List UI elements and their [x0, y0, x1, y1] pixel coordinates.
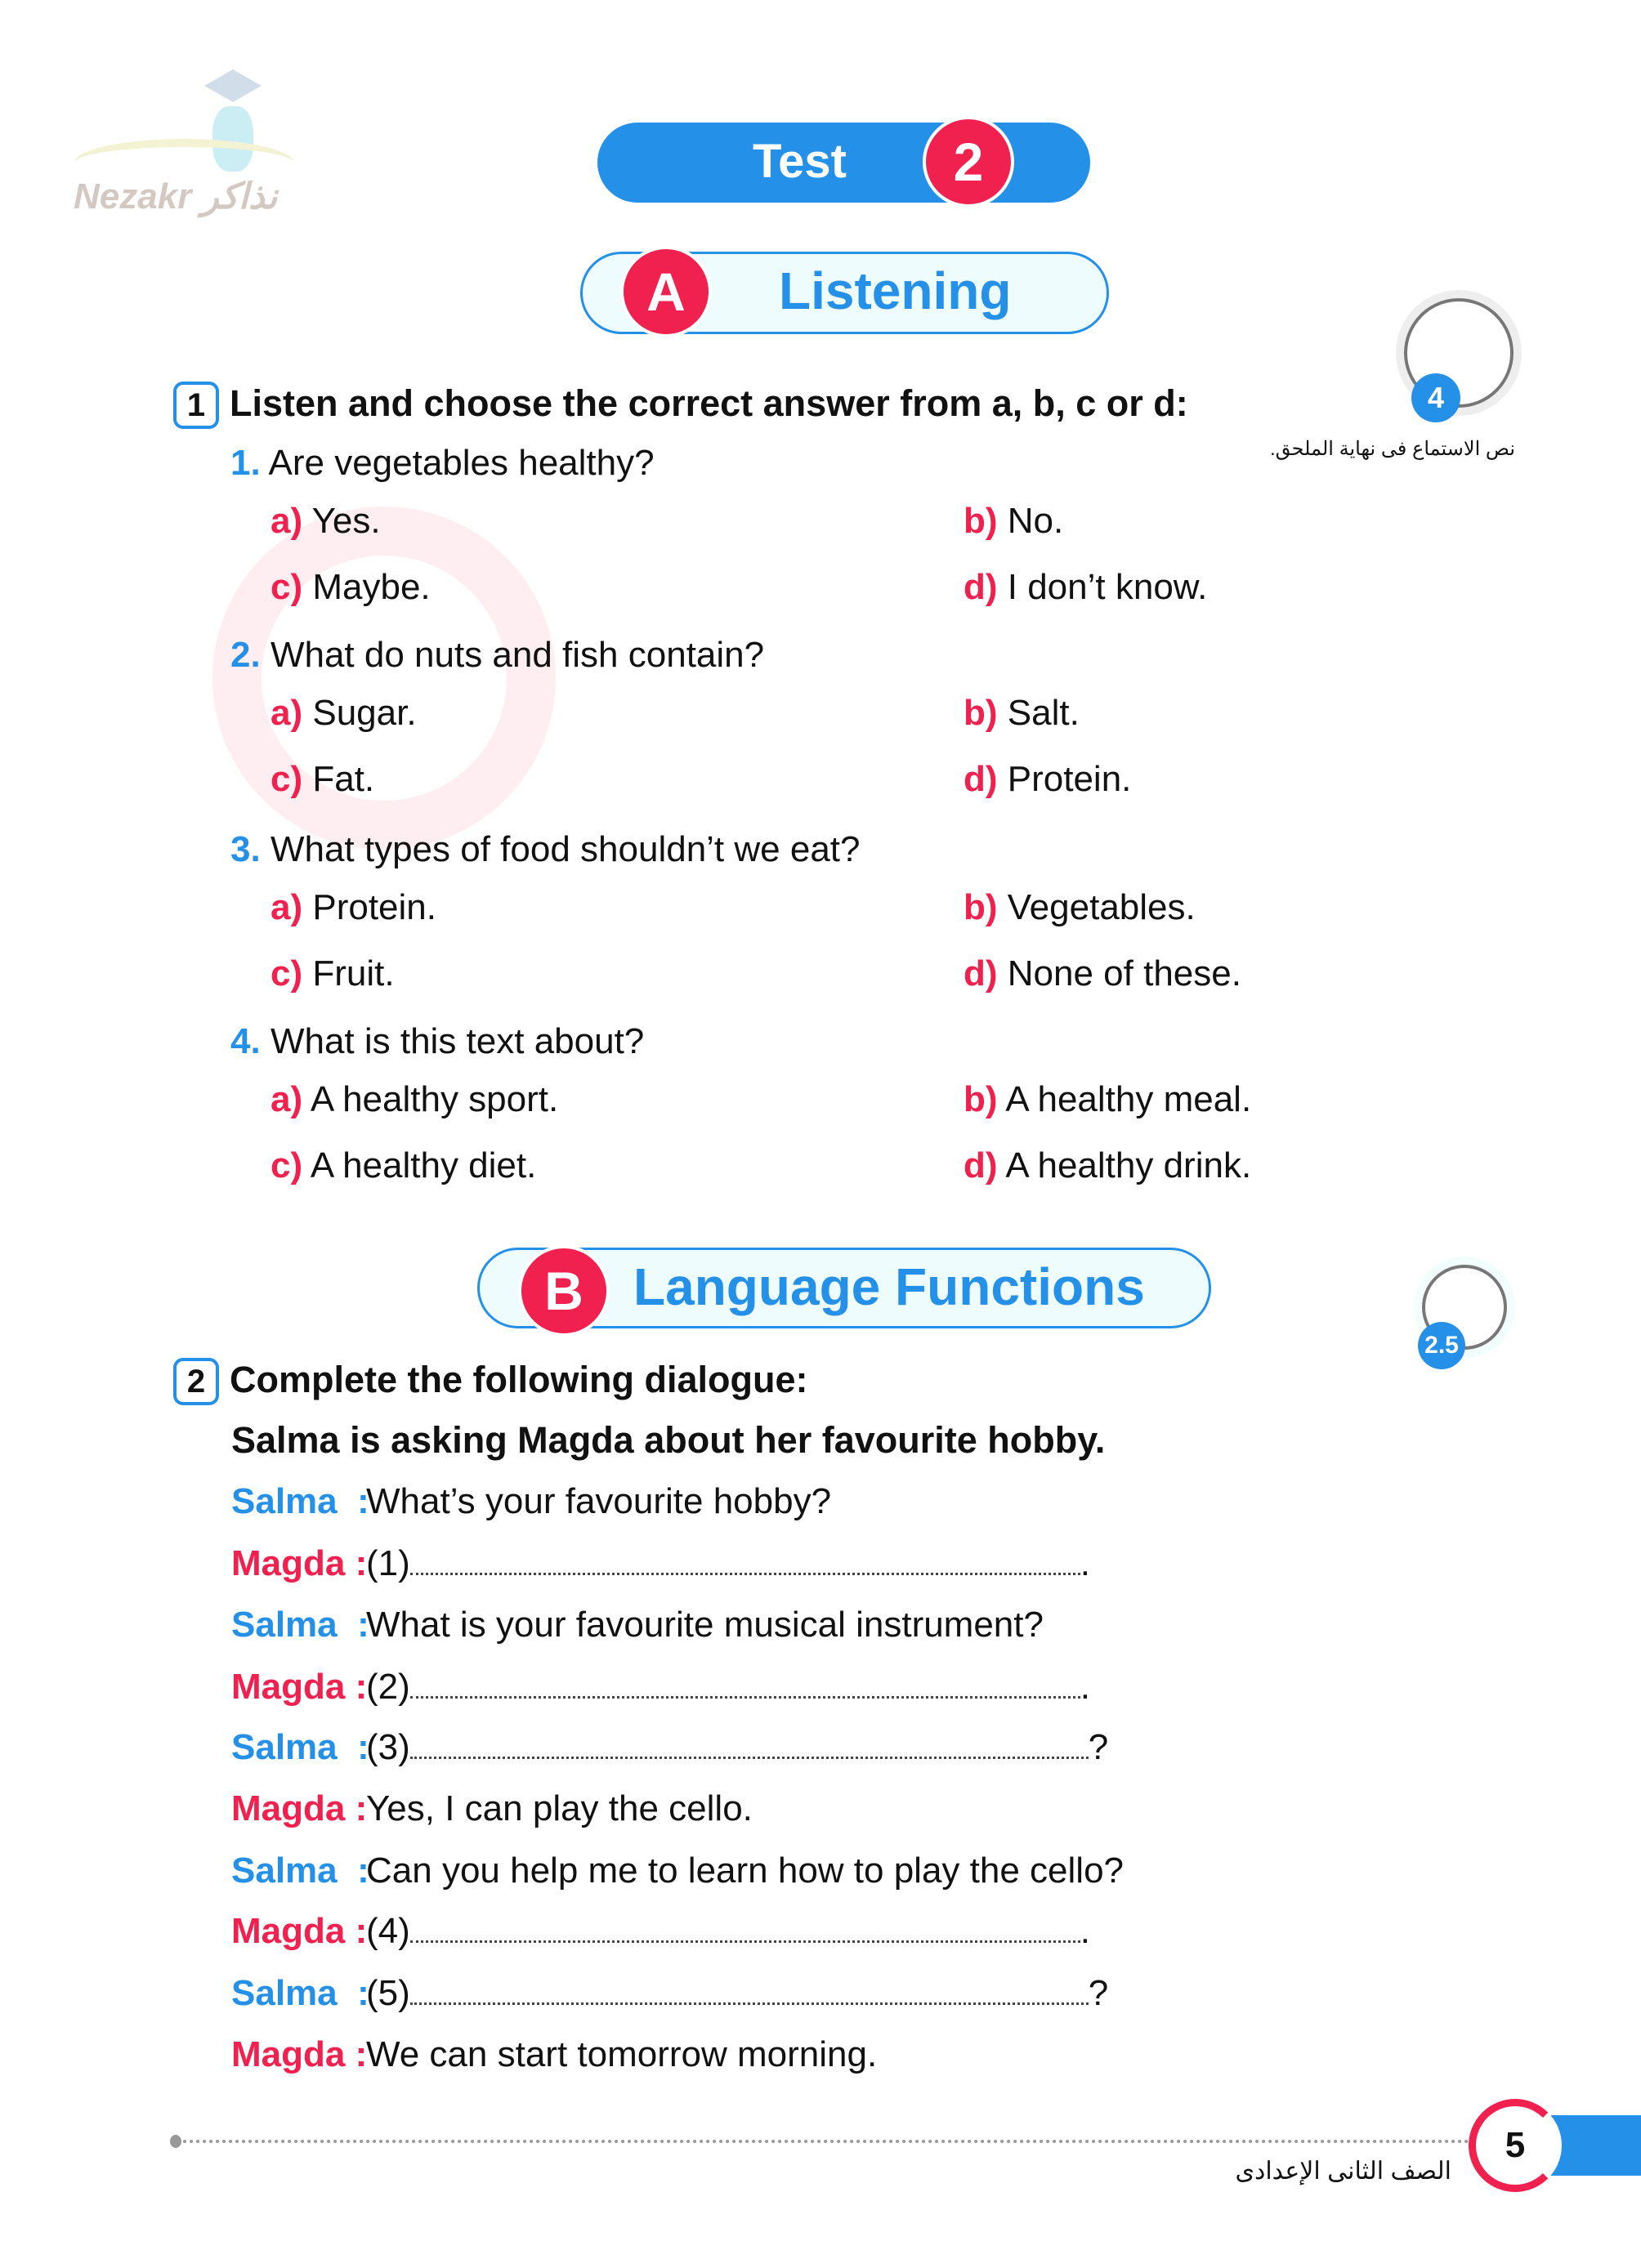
dialogue-text: (1) — [366, 1543, 410, 1583]
option-letter: c) — [271, 1145, 303, 1185]
option-letter: b) — [964, 1079, 998, 1119]
option-text: Protein. — [1007, 759, 1132, 799]
question-2-subtitle: Salma is asking Magda about her favourite hobby. — [231, 1419, 1106, 1461]
answer-option[interactable] — [271, 693, 417, 734]
line-end-punctuation: ? — [1088, 1727, 1109, 1767]
option-text: A healthy sport. — [310, 1079, 559, 1119]
question-number: 1. — [230, 443, 261, 483]
speaker-name: Salma : — [231, 1481, 369, 1521]
question-text: Are vegetables healthy? — [268, 443, 655, 483]
option-text: Fruit. — [312, 953, 395, 993]
option-text: A healthy drink. — [1005, 1145, 1252, 1185]
option-text: I don’t know. — [1007, 567, 1208, 607]
answer-option[interactable] — [271, 953, 395, 994]
dialogue-line — [231, 1481, 831, 1522]
option-text: Fat. — [312, 759, 375, 799]
question-2-instruction: Complete the following dialogue: — [230, 1359, 808, 1400]
dialogue-text: What’s your favourite hobby? — [366, 1481, 832, 1521]
dialogue-line — [231, 1727, 1108, 1768]
footer-divider — [177, 2140, 1469, 2143]
option-letter: c) — [271, 953, 303, 993]
option-letter: a) — [271, 887, 303, 927]
dialogue-line — [231, 1851, 1124, 1891]
option-letter: d) — [964, 567, 998, 607]
dialogue-text: Yes, I can play the cello. — [366, 1788, 753, 1828]
speaker-name: Salma : — [231, 1727, 369, 1767]
answer-option[interactable] — [271, 1145, 536, 1186]
answer-option[interactable] — [964, 759, 1131, 800]
test-label: Test — [753, 135, 847, 188]
answer-option[interactable] — [271, 759, 374, 800]
watermark-circle — [212, 507, 556, 850]
option-text: None of these. — [1007, 953, 1241, 993]
answer-option[interactable] — [964, 1079, 1251, 1120]
answer-option[interactable] — [964, 693, 1080, 734]
question-number: 4. — [230, 1021, 261, 1061]
answer-option[interactable] — [964, 567, 1207, 608]
section-b-banner — [477, 1248, 1211, 1328]
question-text: What types of food shouldn’t we eat? — [270, 829, 861, 869]
option-letter: d) — [964, 1145, 998, 1185]
speaker-name: Magda : — [231, 2034, 368, 2074]
option-letter: d) — [964, 759, 998, 799]
option-text: Salt. — [1007, 693, 1080, 733]
dialogue-line — [231, 1973, 1108, 2014]
answer-option[interactable] — [271, 1079, 558, 1120]
question-item — [230, 829, 861, 870]
answer-blank[interactable] — [410, 1674, 1080, 1699]
answer-option[interactable] — [964, 953, 1241, 994]
listening-note: نص الاستماع فى نهاية الملحق. — [1269, 438, 1515, 460]
dialogue-text: (3) — [366, 1727, 410, 1767]
answer-option[interactable] — [964, 887, 1196, 928]
dialogue-line — [231, 1911, 1090, 1952]
section-b-title: Language Functions — [633, 1257, 1145, 1316]
dialogue-text: (5) — [366, 1973, 410, 2013]
question-text: What is this text about? — [270, 1021, 645, 1061]
dialogue-line — [231, 1605, 1044, 1645]
answer-option[interactable] — [964, 1145, 1251, 1186]
question-1-instruction: Listen and choose the correct answer from a, b, c or d: — [230, 382, 1188, 424]
section-b-letter: B — [518, 1245, 610, 1337]
speaker-name: Salma : — [231, 1851, 369, 1891]
question-number: 2. — [230, 635, 261, 675]
option-text: A healthy diet. — [310, 1145, 537, 1185]
dialogue-text: (4) — [366, 1911, 410, 1951]
option-letter: c) — [271, 759, 303, 799]
nezakr-logo: Nezakr نذاكر — [65, 61, 302, 225]
speaker-name: Salma : — [231, 1605, 369, 1645]
question-item — [230, 635, 764, 676]
option-text: Vegetables. — [1007, 887, 1196, 927]
answer-option[interactable] — [271, 501, 381, 542]
option-letter: b) — [964, 693, 998, 733]
line-end-punctuation: . — [1080, 1543, 1091, 1583]
section-a-title: Listening — [779, 261, 1012, 320]
option-text: Protein. — [312, 887, 436, 927]
option-text: No. — [1007, 501, 1064, 541]
dialogue-line — [231, 2034, 877, 2075]
line-end-punctuation: ? — [1088, 1973, 1109, 2013]
line-end-punctuation: . — [1080, 1911, 1091, 1951]
option-letter: b) — [964, 501, 998, 541]
option-letter: d) — [964, 953, 998, 993]
option-text: Sugar. — [312, 693, 417, 733]
question-item — [230, 1021, 644, 1062]
question-2-number: 2 — [173, 1358, 219, 1405]
section-a-letter: A — [620, 246, 712, 337]
answer-option[interactable] — [271, 567, 431, 608]
dialogue-line — [231, 1543, 1090, 1584]
question-item — [230, 443, 655, 484]
question-number: 3. — [230, 829, 261, 869]
speaker-name: Magda : — [231, 1911, 368, 1951]
test-number: 2 — [923, 116, 1014, 208]
option-text: A healthy meal. — [1005, 1079, 1252, 1119]
answer-blank[interactable] — [410, 1918, 1080, 1943]
option-letter: a) — [271, 693, 303, 733]
answer-blank[interactable] — [410, 1551, 1080, 1575]
footer-grade: الصف الثانى الإعدادى — [1235, 2158, 1451, 2185]
option-letter: b) — [964, 887, 998, 927]
dialogue-line — [231, 1667, 1090, 1708]
option-text: Yes. — [311, 501, 381, 541]
option-letter: a) — [271, 1079, 303, 1119]
page-number: 5 — [1469, 2099, 1562, 2192]
question-text: What do nuts and fish contain? — [270, 635, 765, 675]
option-text: Maybe. — [312, 567, 431, 607]
speaker-name: Magda : — [231, 1543, 368, 1583]
dialogue-text: What is your favourite musical instrument? — [366, 1605, 1044, 1645]
answer-option[interactable] — [964, 501, 1063, 542]
line-end-punctuation: . — [1080, 1667, 1091, 1707]
option-letter: c) — [271, 567, 303, 607]
dialogue-text: (2) — [366, 1667, 410, 1707]
dialogue-text: We can start tomorrow morning. — [366, 2034, 878, 2074]
speaker-name: Magda : — [231, 1667, 368, 1707]
dialogue-text: Can you help me to learn how to play the cello? — [366, 1851, 1125, 1891]
section-a-banner — [580, 252, 1109, 334]
answer-blank[interactable] — [410, 1980, 1089, 2005]
option-letter: a) — [271, 501, 303, 541]
score-badge-q1: 4 — [1411, 373, 1460, 422]
speaker-name: Salma : — [231, 1973, 369, 2013]
answer-blank[interactable] — [410, 1734, 1089, 1759]
dialogue-line — [231, 1788, 753, 1829]
score-badge-q2: 2.5 — [1418, 1322, 1465, 1369]
question-1-number: 1 — [173, 382, 219, 429]
test-title-banner — [597, 123, 1090, 203]
speaker-name: Magda : — [231, 1788, 368, 1828]
answer-option[interactable] — [271, 887, 436, 928]
